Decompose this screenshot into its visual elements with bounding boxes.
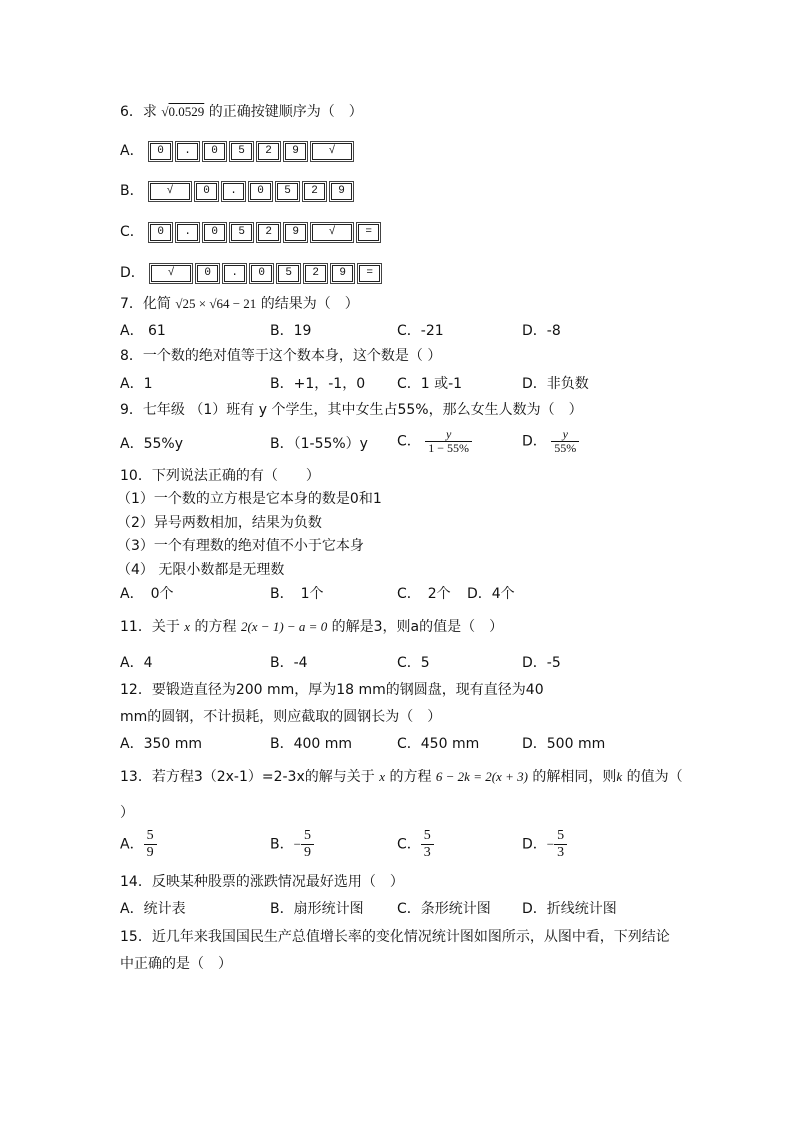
sqrt-key: √	[312, 224, 352, 241]
q10-item-4: （4） 无限小数都是无理数	[117, 562, 285, 578]
q13-stem-b: 的方程	[385, 769, 436, 785]
q6-stem-b: 的正确按键顺序为（ ）	[204, 104, 363, 120]
option-label: A．	[120, 836, 144, 853]
q7-stem	[120, 294, 359, 314]
q6-sqrt-expr: √0.0529	[161, 104, 205, 119]
q13-stem	[120, 767, 683, 787]
sqrt-key: √	[312, 143, 352, 160]
q11-stem-a: 11．关于	[120, 619, 185, 635]
calc-key: 2	[305, 265, 326, 282]
calc-key: 5	[231, 143, 252, 160]
q9-option-d[interactable]	[522, 428, 579, 455]
fraction	[144, 828, 157, 861]
fraction-numerator: y	[445, 427, 452, 441]
calc-key: 0	[150, 224, 171, 241]
calc-key: 2	[258, 224, 279, 241]
option-label: C．	[397, 433, 421, 450]
q7-stem-a: 7．化简	[120, 296, 176, 312]
fraction-denominator: 55%	[551, 441, 579, 455]
q13-variable-k: k	[616, 769, 623, 784]
key-sequence	[148, 183, 354, 200]
calc-key: 0	[197, 265, 218, 282]
fraction-denominator: 1 − 55%	[425, 441, 472, 455]
fraction	[554, 828, 567, 861]
fraction	[301, 828, 314, 861]
option-label: B．	[120, 183, 144, 199]
q9-option-c[interactable]	[397, 428, 472, 455]
fraction-numerator: 5	[423, 828, 431, 843]
q15-stem-line2: 中正确的是（ ）	[120, 956, 232, 972]
q11-option-b[interactable]: B．-4	[270, 655, 308, 671]
calc-key: 0	[250, 183, 271, 200]
q11-stem-b: 的方程	[190, 619, 241, 635]
q6-option-c[interactable]	[120, 222, 381, 242]
q11-option-d[interactable]: D．-5	[522, 655, 561, 671]
q11-equation: 2(x − 1) − a = 0	[240, 619, 328, 634]
q10-option-b[interactable]: B． 1个	[270, 586, 324, 602]
q6-option-b[interactable]	[120, 181, 354, 201]
q15-stem-line1: 15．近几年来我国国民生产总值增长率的变化情况统计图如图所示，从图中看，下列结论	[120, 929, 670, 945]
q14-option-b[interactable]: B．扇形统计图	[270, 901, 364, 917]
sqrt-key: √	[150, 183, 190, 200]
key-sequence	[148, 224, 381, 241]
option-label: B．	[270, 836, 294, 853]
q14-option-a[interactable]: A．统计表	[120, 901, 186, 917]
calc-key: 0	[150, 143, 171, 160]
equals-key: =	[359, 265, 380, 282]
calc-key: 9	[331, 183, 352, 200]
q6-option-a[interactable]	[120, 141, 354, 161]
q9-option-b[interactable]: B．（1-55%）y	[270, 436, 368, 452]
q7-option-a[interactable]: A． 61	[120, 323, 166, 339]
sqrt-key: √	[151, 265, 191, 282]
fraction-denominator: 3	[421, 844, 434, 861]
q13-stem-d: 的值为（	[622, 769, 683, 785]
q6-radicand: 0.0529	[168, 104, 205, 119]
fraction-numerator: 5	[557, 828, 565, 843]
calc-key: 5	[278, 265, 299, 282]
q11-stem-c: 的解是3，则a的值是（ ）	[327, 619, 504, 635]
q10-stem: 10．下列说法正确的有（ ）	[120, 468, 320, 484]
q6-option-d[interactable]	[120, 263, 382, 283]
q8-option-a[interactable]: A．1	[120, 376, 153, 392]
fraction-numerator: 5	[303, 828, 311, 843]
q12-stem-line2: mm的圆钢，不计损耗，则应截取的圆钢长为（ ）	[120, 709, 442, 725]
q6-stem	[120, 102, 363, 122]
option-label: C．	[120, 224, 144, 240]
q10-option-a[interactable]: A． 0个	[120, 586, 174, 602]
calc-key: 0	[196, 183, 217, 200]
q12-option-c[interactable]: C．450 mm	[397, 736, 480, 752]
fraction	[421, 828, 434, 861]
calc-key: 2	[304, 183, 325, 200]
q13-option-b[interactable]	[270, 828, 314, 861]
q13-option-d[interactable]	[522, 828, 567, 861]
option-label: C．	[397, 836, 421, 853]
q12-option-d[interactable]: D．500 mm	[522, 736, 606, 752]
option-label: D．	[522, 433, 547, 450]
q12-option-b[interactable]: B．400 mm	[270, 736, 353, 752]
q7-option-d[interactable]: D．-8	[522, 323, 561, 339]
q10-item-3: （3）一个有理数的绝对值不小于它本身	[117, 538, 364, 554]
fraction	[425, 428, 472, 455]
sign: −	[546, 836, 555, 852]
fraction-denominator: 9	[301, 844, 314, 861]
q12-option-a[interactable]: A．350 mm	[120, 736, 203, 752]
calc-key: 9	[332, 265, 353, 282]
q11-stem	[120, 617, 503, 637]
option-label: D．	[120, 265, 145, 281]
key-sequence	[148, 143, 354, 160]
q10-option-d[interactable]: D．4个	[467, 586, 515, 602]
calc-key: .	[224, 265, 245, 282]
sign: −	[293, 836, 301, 852]
q11-option-c[interactable]: C．5	[397, 655, 430, 671]
calc-key: .	[223, 183, 244, 200]
q8-option-c[interactable]: C．1 或-1	[397, 376, 463, 392]
calc-key: 0	[204, 224, 225, 241]
q14-option-d[interactable]: D．折线统计图	[522, 901, 617, 917]
q13-stem-line2: ）	[120, 805, 134, 821]
calc-key: 9	[285, 143, 306, 160]
q10-item-2: （2）异号两数相加，结果为负数	[117, 515, 322, 531]
q13-option-a[interactable]	[120, 828, 157, 861]
fraction	[551, 428, 579, 455]
q8-stem: 8．一个数的绝对值等于这个数本身，这个数是（ ）	[120, 348, 442, 364]
calc-key: 2	[258, 143, 279, 160]
q11-variable: x	[184, 619, 191, 634]
q13-variable: x	[379, 769, 385, 784]
equals-key: =	[358, 224, 379, 241]
calc-key: 0	[251, 265, 272, 282]
q10-item-1: （1）一个数的立方根是它本身的数是0和1	[117, 491, 382, 507]
q14-stem: 14．反映某种股票的涨跌情况最好选用（ ）	[120, 874, 404, 890]
calc-key: 5	[231, 224, 252, 241]
fraction-denominator: 3	[554, 844, 567, 861]
q12-stem-line1: 12．要锻造直径为200 mm，厚为18 mm的钢圆盘，现有直径为40	[120, 682, 544, 698]
key-sequence	[149, 265, 382, 282]
calc-key: 5	[277, 183, 298, 200]
q8-option-d[interactable]: D．非负数	[522, 376, 589, 392]
fraction-numerator: 5	[146, 828, 154, 843]
fraction-numerator: y	[562, 427, 568, 441]
q13-stem-c: 的解相同，则	[527, 769, 617, 785]
calc-key: 9	[285, 224, 306, 241]
q14-option-c[interactable]: C．条形统计图	[397, 901, 491, 917]
calc-key: 0	[204, 143, 225, 160]
q7-option-c[interactable]: C．-21	[397, 323, 444, 339]
q7-stem-b: 的结果为（ ）	[256, 296, 359, 312]
q13-equation: 6 − 2k = 2(x + 3)	[435, 769, 528, 784]
q7-option-b[interactable]: B．19	[270, 323, 312, 339]
fraction-denominator: 9	[144, 844, 157, 861]
q13-stem-a: 13．若方程3（2x-1）=2-3x的解与关于	[120, 769, 380, 785]
q9-option-a[interactable]: A．55%y	[120, 436, 183, 452]
q7-expression: √25 × √64 − 21	[175, 296, 257, 311]
option-label: D．	[522, 836, 547, 853]
q11-option-a[interactable]: A．4	[120, 655, 153, 671]
q9-stem: 9．七年级 （1）班有 y 个学生，其中女生占55%，那么女生人数为（ ）	[120, 402, 583, 418]
q8-option-b[interactable]: B．+1，-1，0	[270, 376, 366, 392]
q6-stem-a: 6．求	[120, 104, 162, 120]
option-label: A．	[120, 143, 144, 159]
calc-key: .	[177, 224, 198, 241]
q13-option-c[interactable]	[397, 828, 434, 861]
q10-option-c[interactable]: C． 2个	[397, 586, 451, 602]
calc-key: .	[177, 143, 198, 160]
